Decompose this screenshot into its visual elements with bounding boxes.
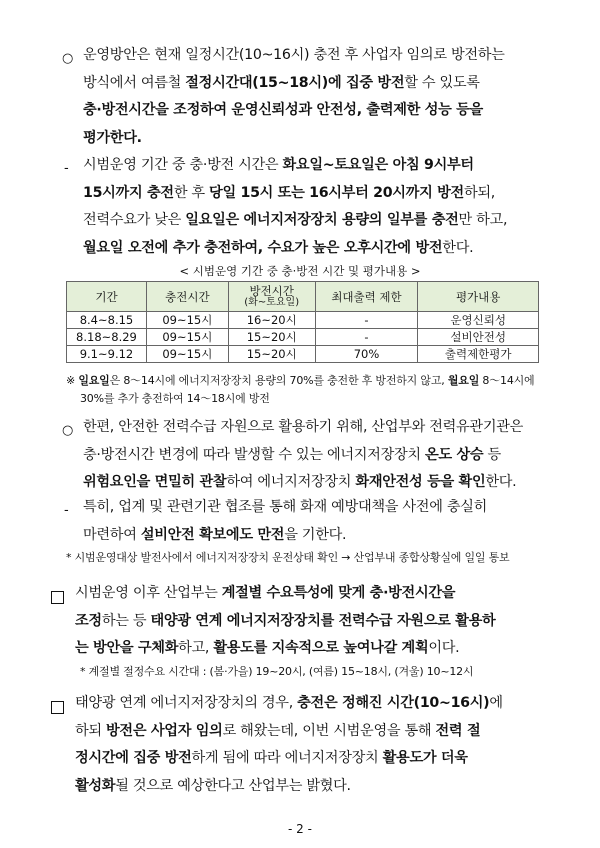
page-number: - 2 -	[288, 822, 312, 836]
text-run: ※	[66, 374, 79, 387]
text-run: 태양광 연계 에너지저장장치의 경우,	[75, 695, 298, 711]
dash-bullet: -	[64, 503, 69, 518]
header-max-output: 최대출력 제한	[315, 282, 418, 312]
bold-run: 15시까지 충전	[83, 184, 174, 201]
table-row	[67, 312, 539, 329]
note-sunday-monday	[66, 372, 534, 408]
text-line	[75, 690, 503, 718]
header-period: 기간	[67, 282, 147, 312]
checkbox-bullet	[51, 589, 64, 608]
text-run: 하되,	[463, 184, 495, 201]
text-run: 할 수 있도록	[404, 74, 480, 91]
text-run: 만 하고,	[458, 212, 508, 228]
cell-period: 8.18~8.29	[67, 329, 147, 346]
cell-charge: 09~15시	[146, 312, 228, 329]
bold-run: 충·방전시간을 조정하여 운영신뢰성과 안전성, 출력제한 성능 등을	[83, 102, 483, 118]
note-monitoring: * 시범운영대상 발전사에서 에너지저장장치 운전상태 확인 → 산업부내 종합상황실에 일일 통보	[66, 551, 510, 564]
text-run: 될 것으로 예상한다고 산업부는 밝혔다.	[115, 777, 351, 794]
table-row	[67, 346, 539, 363]
text-line	[66, 372, 534, 390]
text-run: 30%를 추가 충전하여 14～18시에 방전	[80, 392, 270, 405]
text-run: 한다.	[442, 239, 474, 256]
text-run: 로 해왔는데, 이번 시범운영을 통해	[222, 722, 436, 739]
text-line	[83, 235, 507, 263]
header-evaluation: 평가내용	[418, 282, 539, 312]
text-line	[83, 522, 487, 550]
text-run: 에	[489, 695, 503, 711]
bold-run: 당일 15시 또는 16시부터 20시까지 방전	[209, 184, 464, 201]
text-line	[75, 718, 503, 746]
bold-run: 전력 절	[435, 722, 481, 739]
text-line	[75, 773, 503, 801]
text-run: 하여 에너지저장장치	[226, 474, 356, 490]
text-line	[83, 207, 507, 235]
text-run: 하게 됨에 따라 에너지저장장치	[191, 750, 383, 766]
text-line	[83, 180, 507, 208]
cell-charge: 09~15시	[146, 329, 228, 346]
text-line	[83, 494, 487, 522]
text-run: 한편, 안전한 전력수급 자원으로 활용하기 위해, 산업부와 전력유관기관은	[83, 419, 524, 435]
text-run: 운영방안은 현재 일정시간(10~16시) 충전 후 사업자 임의로 방전하는	[83, 47, 505, 63]
text-line	[83, 152, 507, 180]
bold-run: 월요일 오전에 추가 충전하여, 수요가 높은 오후시간에 방전	[83, 239, 443, 256]
text-line	[75, 635, 495, 663]
text-line	[83, 70, 505, 98]
text-run: 이다.	[428, 640, 460, 656]
para-6	[75, 690, 503, 800]
cell-charge: 09~15시	[146, 346, 228, 363]
para-2	[83, 152, 507, 262]
text-run: 마련하여	[83, 526, 141, 543]
header-discharge-time	[228, 282, 315, 312]
para-3	[83, 414, 523, 497]
bold-run: 충전은 정해진 시간(10~16시)	[297, 695, 490, 711]
bold-run: 화재안전성 등을 확인	[355, 474, 486, 490]
text-run: 시범운영 기간 중 충·방전 시간은	[83, 157, 283, 173]
text-run: 한 후	[173, 184, 210, 201]
text-run: 전력수요가 낮은	[83, 212, 186, 228]
bold-run: 일요일	[78, 374, 110, 387]
para-5	[75, 580, 495, 663]
text-run: 하고,	[178, 640, 214, 656]
bold-run: 위험요인을 면밀히 관찰	[83, 474, 227, 490]
text-run: 방식에서 여름철	[83, 74, 186, 91]
note-peak-hours: * 계절별 절정수요 시간대 : (봄·가을) 19~20시, (여름) 15~18시, (겨울) 10~12시	[80, 665, 474, 678]
text-line	[83, 414, 523, 442]
bold-run: 정시간에 집중 방전	[75, 750, 192, 766]
table-row	[67, 329, 539, 346]
text-line	[75, 608, 495, 636]
bold-run: 태양광 연계 에너지저장장치를 전력수급 자원으로 활용하	[150, 612, 496, 629]
bold-run: 는 방안을 구체화	[75, 640, 179, 656]
para-4	[83, 494, 487, 549]
text-line	[83, 469, 523, 497]
cell-discharge: 15~20시	[228, 346, 315, 363]
text-run: 을 기한다.	[284, 526, 347, 543]
bold-run: 활성화	[75, 777, 116, 794]
cell-discharge: 15~20시	[228, 329, 315, 346]
cell-period: 8.4~8.15	[67, 312, 147, 329]
text-line	[66, 390, 534, 408]
text-run: 은 8～14시에 에너지저장장치 용량의 70%를 충전한 후 방전하지 않고,	[109, 374, 448, 387]
text-run: 등	[483, 446, 501, 463]
text-line	[83, 442, 523, 470]
header-discharge-sub: (화~토요일)	[244, 296, 300, 308]
bold-run: 활용도가 더욱	[382, 750, 468, 766]
bold-run: 일요일은 에너지저장장치 용량의 일부를 충전	[185, 212, 459, 228]
bold-run: 절정시간대(15~18시)에 집중 방전	[185, 74, 405, 91]
text-run: 하되	[75, 722, 107, 739]
para-1	[83, 42, 505, 152]
dash-bullet: -	[64, 161, 69, 176]
text-line	[83, 97, 505, 125]
cell-max-output: 70%	[315, 346, 418, 363]
bold-run: 방전은 사업자 임의	[106, 722, 223, 739]
cell-max-output: -	[315, 312, 418, 329]
bold-run: 화요일~토요일은 아침 9시부터	[282, 157, 474, 173]
text-run: 8～14시에	[479, 374, 535, 387]
table-header-row	[67, 282, 539, 312]
text-run: 한다.	[485, 474, 517, 490]
text-line	[83, 42, 505, 70]
text-line	[75, 745, 503, 773]
text-run: 특히, 업계 및 관련기관 협조를 통해 화재 예방대책을 사전에 충실히	[83, 499, 488, 515]
cell-evaluation: 출력제한평가	[418, 346, 539, 363]
text-run: 충·방전시간 변경에 따라 발생할 수 있는 에너지저장장치	[83, 446, 425, 463]
text-line	[83, 125, 505, 153]
bold-run: 평가한다.	[83, 129, 142, 146]
bold-run: 온도 상승	[425, 446, 484, 463]
bold-run: 설비안전 확보에도 만전	[140, 526, 285, 543]
text-run: 하는 등	[101, 612, 151, 629]
checkbox-bullet	[51, 699, 64, 718]
header-discharge-label: 방전시간	[249, 283, 294, 298]
text-line	[75, 580, 495, 608]
bold-run: 활용도를 지속적으로 높여나갈 계획	[213, 640, 429, 656]
header-charge-time: 충전시간	[146, 282, 228, 312]
text-run: 시범운영 이후 산업부는	[75, 585, 222, 601]
table-caption: < 시범운영 기간 중 충·방전 시간 및 평가내용 >	[179, 264, 421, 278]
cell-discharge: 16~20시	[228, 312, 315, 329]
schedule-table	[66, 281, 539, 363]
cell-period: 9.1~9.12	[67, 346, 147, 363]
cell-max-output: -	[315, 329, 418, 346]
circle-bullet: ○	[62, 423, 74, 438]
bold-run: 조정	[75, 612, 102, 629]
circle-bullet: ○	[62, 51, 74, 66]
cell-evaluation: 운영신뢰성	[418, 312, 539, 329]
cell-evaluation: 설비안전성	[418, 329, 539, 346]
bold-run: 계절별 수요특성에 맞게 충·방전시간을	[221, 585, 456, 601]
bold-run: 월요일	[447, 374, 480, 387]
